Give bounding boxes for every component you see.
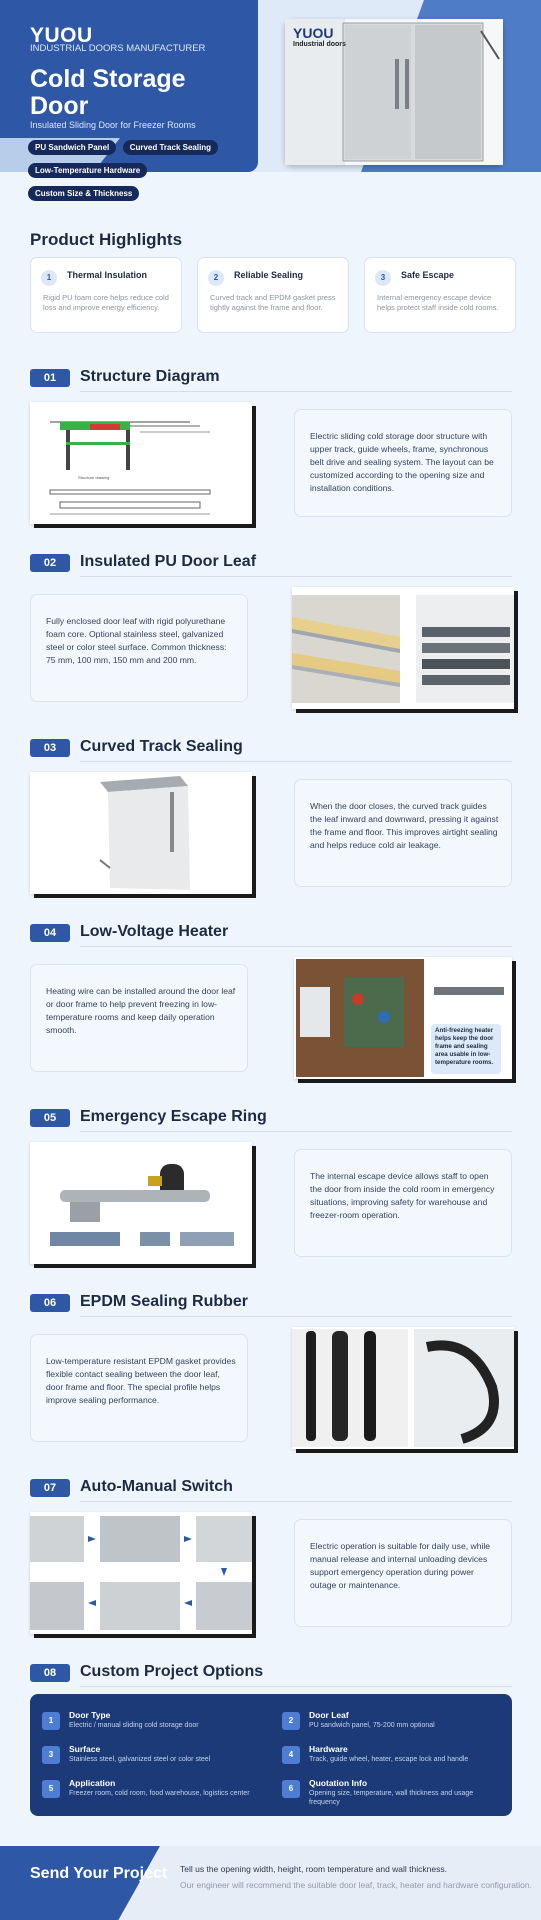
section-divider: [80, 1316, 512, 1317]
option-quotation-info: [282, 1778, 502, 1804]
feature-tags: [28, 137, 264, 206]
section-escape-ring: [0, 1109, 541, 1269]
option-number: 4: [282, 1746, 300, 1764]
highlight-number: 2: [208, 270, 224, 286]
page-subtitle: Insulated Sliding Door for Freezer Rooms: [30, 120, 196, 130]
option-number: 2: [282, 1712, 300, 1730]
escape-device-photo: [30, 1142, 252, 1264]
option-desc: Stainless steel, galvanized steel or color steel: [69, 1756, 211, 1763]
section-badge: 05: [30, 1109, 70, 1127]
option-door-leaf: [282, 1710, 502, 1736]
heater-note: Anti-freezing heater helps keep the door frame and sealing area usable in low-temperature rooms.: [431, 1024, 501, 1074]
section-title: Insulated PU Door Leaf: [80, 553, 257, 570]
option-number: 3: [42, 1746, 60, 1764]
section-badge: 06: [30, 1294, 70, 1312]
door-product-photo: [285, 19, 503, 165]
highlight-name: Reliable Sealing: [234, 270, 304, 280]
section-sealing-rubber: [0, 1294, 541, 1454]
section-divider: [80, 1501, 512, 1502]
highlight-card-escape: [364, 257, 516, 333]
section-text: Electric operation is suitable for daily use, while manual release and internal unloading devices support emergency operation during power outage or maintenance.: [310, 1541, 491, 1590]
section-auto-manual: [0, 1479, 541, 1639]
section-title: Emergency Escape Ring: [80, 1108, 267, 1125]
option-number: 6: [282, 1780, 300, 1798]
section-text: Fully enclosed door leaf with rigid polyurethane foam core. Optional stainless steel, galvanized steel or color steel surface. Common thickness: 75 mm, 100 mm, 150 mm and 200 mm.: [46, 616, 227, 665]
option-desc: Opening size, temperature, wall thickness and usage frequency: [309, 1790, 474, 1806]
highlights-heading: Product Highlights: [30, 230, 183, 249]
section-description: [30, 964, 248, 1072]
option-name: Door Leaf: [309, 1710, 349, 1720]
hero-banner: [0, 0, 541, 198]
brand-logo: YUOU: [30, 24, 93, 47]
tag-curved-track: Curved Track Sealing: [123, 140, 218, 155]
section-curved-track: [0, 739, 541, 899]
highlight-number: 3: [375, 270, 391, 286]
highlight-desc: Curved track and EPDM gasket press tightly against the frame and floor.: [210, 293, 336, 312]
section-divider: [80, 946, 512, 947]
section-description: [30, 1334, 248, 1442]
section-structure-diagram: [0, 369, 541, 529]
section-divider: [80, 391, 512, 392]
section-title: Curved Track Sealing: [80, 738, 243, 755]
highlight-card-insulation: [30, 257, 182, 333]
section-text: Heating wire can be installed around the door leaf or door frame to help prevent freezing in low-temperature rooms and keep daily operation smooth.: [46, 986, 236, 1035]
section-divider: [80, 761, 512, 762]
section-text: The internal escape device allows staff to open the door from inside the cold room in emergency situations, improving safety for warehouse and freezer-room operation.: [310, 1171, 495, 1220]
option-number: 5: [42, 1780, 60, 1798]
option-hardware: [282, 1744, 502, 1770]
section-divider: [80, 1686, 512, 1687]
section-description: [294, 1519, 512, 1627]
structure-diagram-image: [30, 402, 252, 524]
photo-brand-mark: YUOU: [293, 25, 334, 41]
option-door-type: [42, 1710, 262, 1736]
option-desc: Freezer room, cold room, food warehouse, logistics center: [69, 1790, 250, 1797]
highlight-card-sealing: [197, 257, 349, 333]
tag-custom-size: Custom Size & Thickness: [28, 186, 139, 201]
option-name: Hardware: [309, 1744, 348, 1754]
footer-text-secondary: Our engineer will recommend the suitable door leaf, track, heater and hardware configuration.: [180, 1880, 532, 1890]
curved-track-photo: [30, 772, 252, 894]
tag-pu-panel: PU Sandwich Panel: [28, 140, 116, 155]
section-title: Custom Project Options: [80, 1663, 264, 1680]
section-description: [294, 409, 512, 517]
section-text: Electric sliding cold storage door structure with upper track, guide wheels, frame, synchronous belt drive and sealing system. The layout can be customized according to the opening size and installation conditions.: [310, 431, 494, 493]
section-description: [30, 594, 248, 702]
highlight-desc: Rigid PU foam core helps reduce cold loss and improve energy efficiency.: [43, 293, 169, 312]
section-badge: 01: [30, 369, 70, 387]
option-name: Application: [69, 1778, 116, 1788]
tag-low-temp: Low-Temperature Hardware: [28, 163, 147, 178]
footer-title: Send Your Project: [30, 1865, 168, 1882]
section-divider: [80, 576, 512, 577]
section-title: Low-Voltage Heater: [80, 923, 229, 940]
epdm-rubber-photos: [292, 1327, 514, 1449]
section-badge: 07: [30, 1479, 70, 1497]
section-custom-options: [0, 1664, 541, 1688]
photo-brand-sub: Industrial doors: [293, 41, 346, 48]
section-text: Low-temperature resistant EPDM gasket provides flexible contact sealing between the door leaf, door frame and floor. The special profile helps improve sealing performance.: [46, 1356, 236, 1405]
highlight-desc: Internal emergency escape device helps protect staff inside cold rooms.: [377, 293, 499, 312]
switch-process-photos: [30, 1512, 252, 1634]
option-name: Quotation Info: [309, 1778, 368, 1788]
option-desc: Electric / manual sliding cold storage door: [69, 1722, 199, 1729]
section-divider: [80, 1131, 512, 1132]
section-title: EPDM Sealing Rubber: [80, 1293, 249, 1310]
footer-cta: [0, 1846, 541, 1920]
option-surface: [42, 1744, 262, 1770]
page-title: Cold Storage Door: [30, 65, 186, 120]
svg-text:Structure drawing: Structure drawing: [78, 475, 110, 480]
section-description: [294, 1149, 512, 1257]
option-name: Surface: [69, 1744, 101, 1754]
highlight-name: Safe Escape: [401, 270, 455, 280]
highlight-name: Thermal Insulation: [67, 270, 148, 280]
section-badge: 03: [30, 739, 70, 757]
pu-panel-photos: [292, 587, 514, 709]
option-application: [42, 1778, 262, 1804]
option-number: 1: [42, 1712, 60, 1730]
section-text: When the door closes, the curved track guides the leaf inward and downward, pressing it against the frame and floor. This improves airtight sealing and helps reduce cold air leakage.: [310, 801, 499, 850]
option-name: Door Type: [69, 1710, 111, 1720]
section-description: [294, 779, 512, 887]
section-badge: 02: [30, 554, 70, 572]
brand-tagline: INDUSTRIAL DOORS MANUFACTURER: [30, 43, 206, 54]
section-door-leaf: [0, 554, 541, 714]
option-desc: Track, guide wheel, heater, escape lock and handle: [309, 1756, 469, 1763]
heater-photo: [294, 957, 512, 1079]
option-desc: PU sandwich panel, 75-200 mm optional: [309, 1722, 435, 1729]
section-badge: 08: [30, 1664, 70, 1682]
footer-text-primary: Tell us the opening width, height, room temperature and wall thickness.: [180, 1864, 447, 1874]
section-title: Auto-Manual Switch: [80, 1478, 233, 1495]
footer-accent-shape: [0, 1846, 160, 1920]
highlight-number: 1: [41, 270, 57, 286]
section-title: Structure Diagram: [80, 368, 220, 385]
custom-options-panel: [30, 1694, 512, 1816]
section-heater: [0, 924, 541, 1084]
section-badge: 04: [30, 924, 70, 942]
